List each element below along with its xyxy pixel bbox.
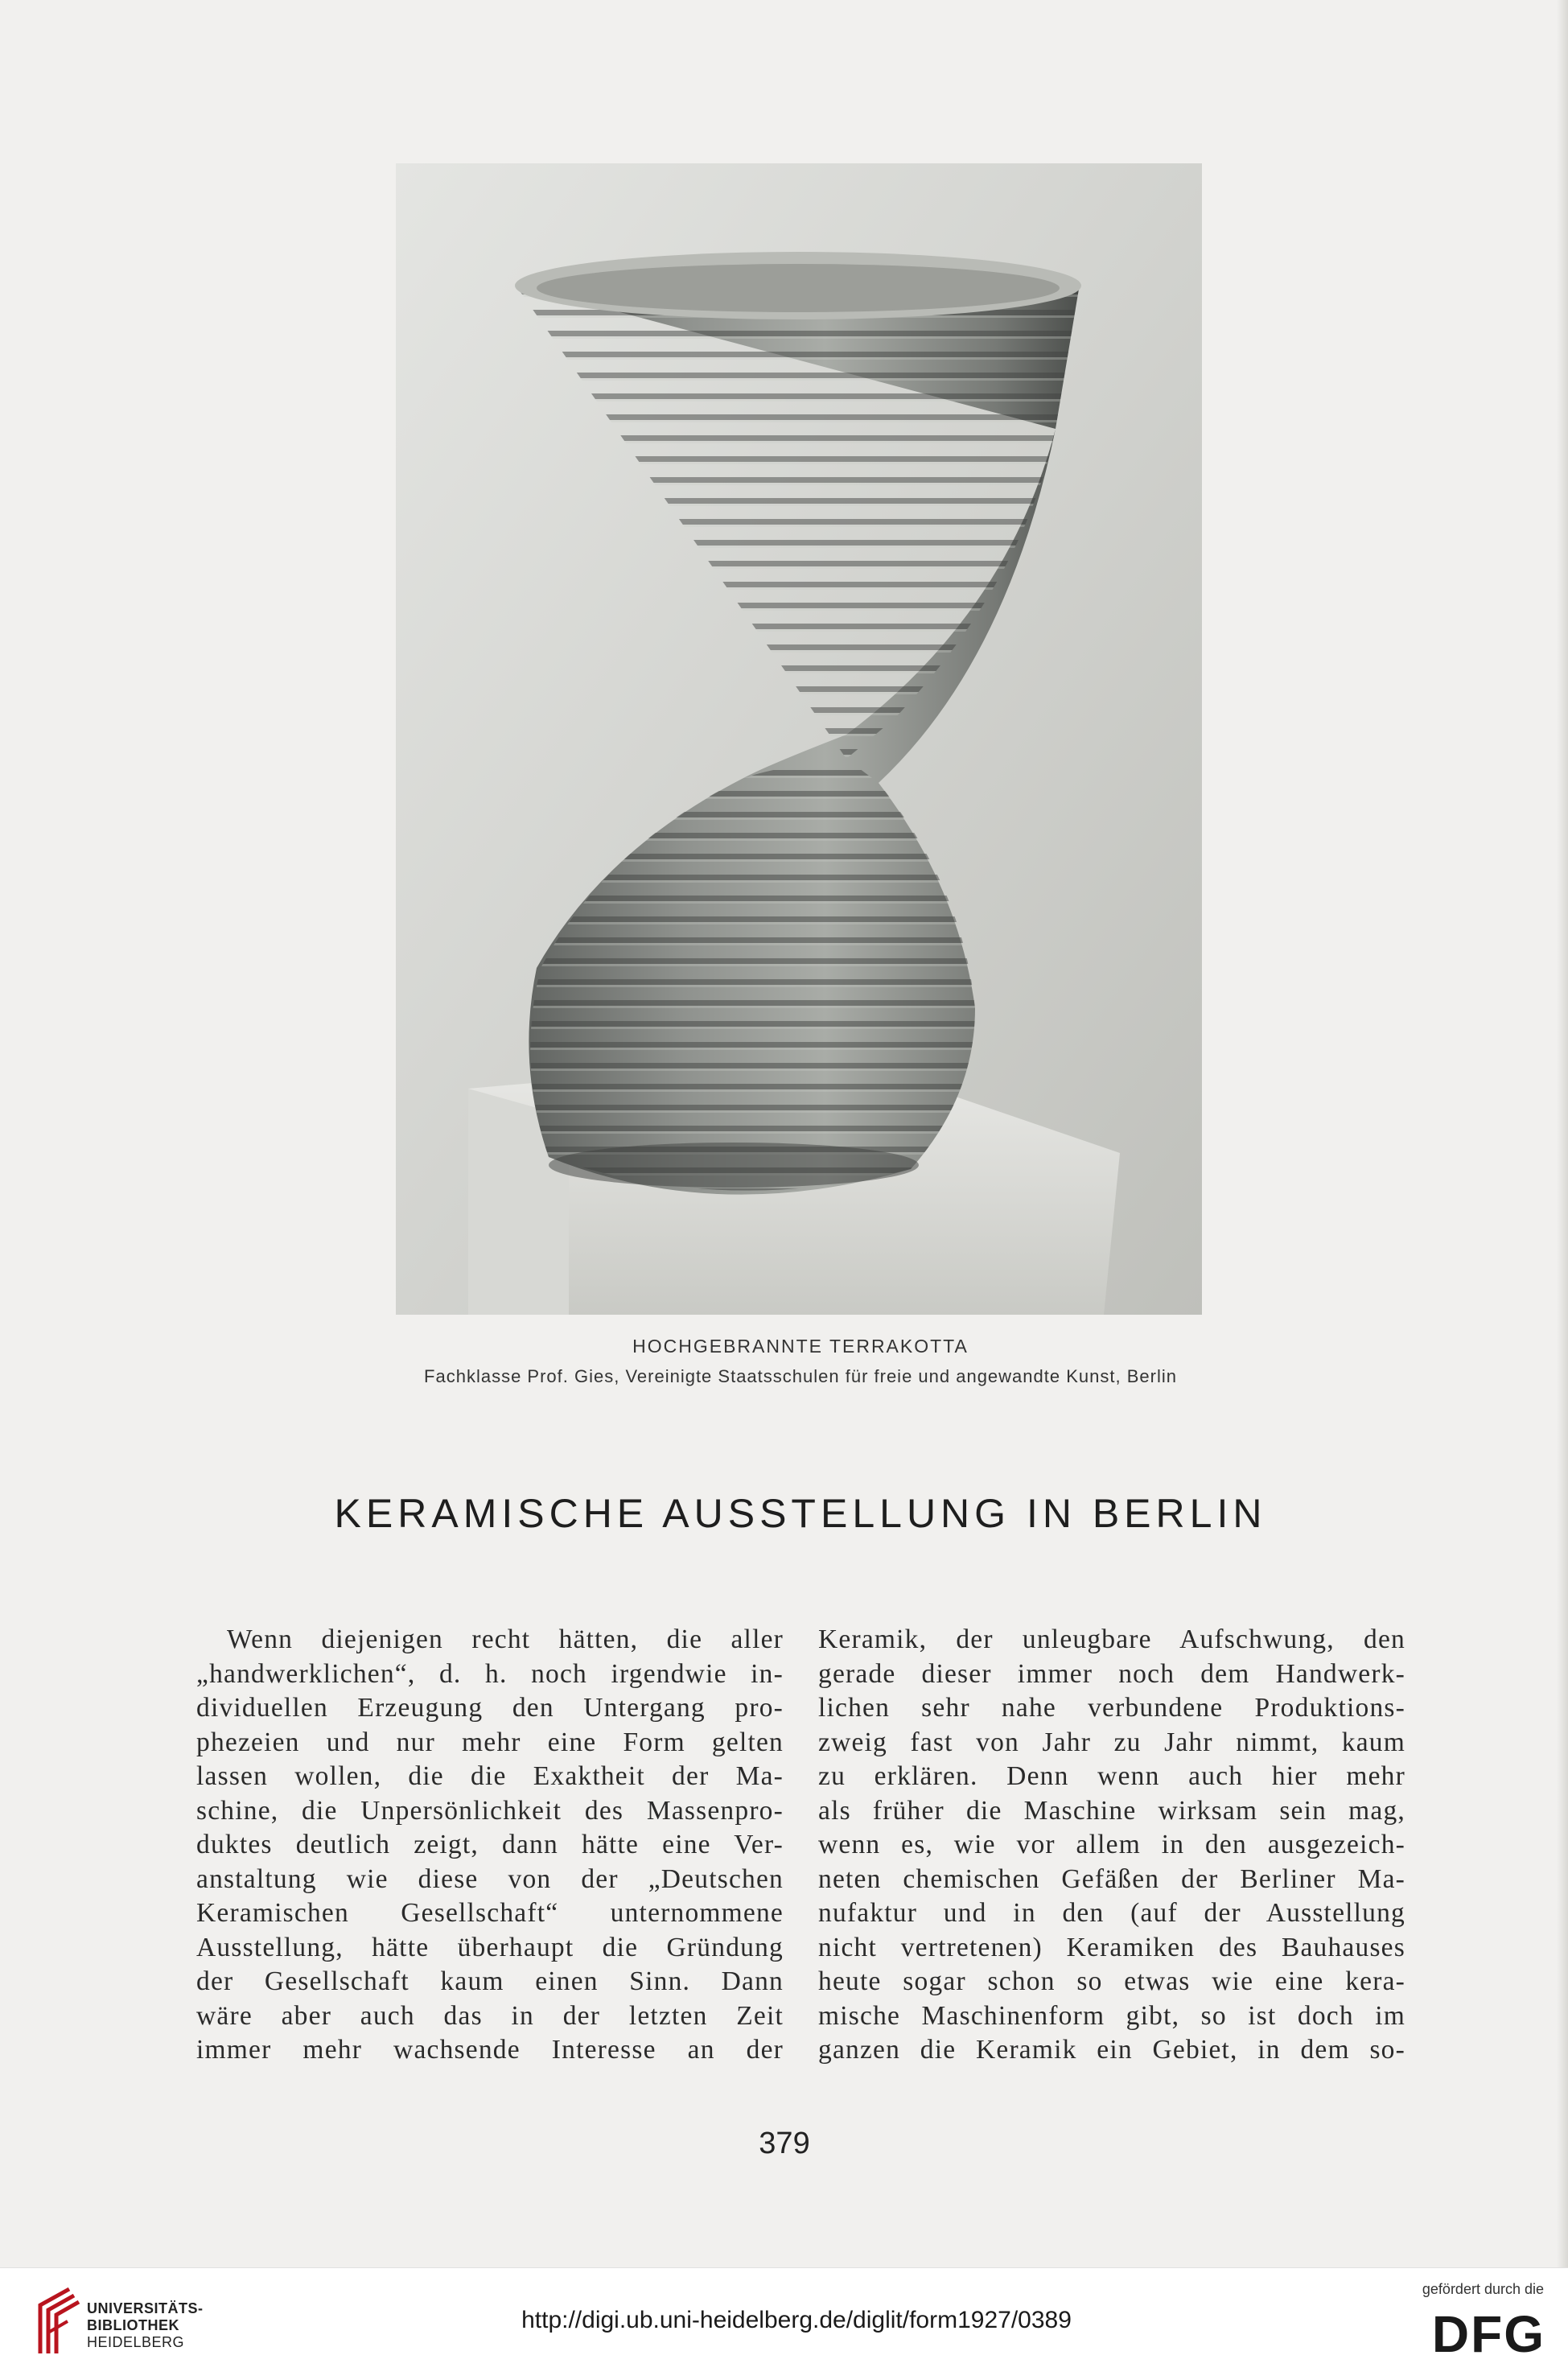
- text-line: nicht vertretenen) Keramiken des Bauhauses: [818, 1932, 1405, 1962]
- library-name-line: HEIDELBERG: [87, 2334, 185, 2350]
- terracotta-vase-photo: [396, 163, 1202, 1315]
- library-name-line: BIBLIOTHEK: [87, 2317, 179, 2333]
- photo-caption-title: HOCHGEBRANNTE TERRAKOTTA: [632, 1336, 969, 1357]
- funded-by-label: gefördert durch die: [1422, 2281, 1544, 2297]
- text-line: mische Maschinenform gibt, so ist doch im: [818, 2000, 1405, 2031]
- text-line: phezeien und nur mehr eine Form gelten: [196, 1727, 784, 1757]
- text-line: Keramik, der unleugbare Aufschwung, den: [818, 1624, 1405, 1654]
- text-line: anstaltung wie diese von der „Deutschen: [196, 1863, 784, 1894]
- text-line: Wenn diejenigen recht hätten, die aller: [227, 1624, 784, 1654]
- right-text-column: [818, 1623, 1405, 2068]
- article-title: KERAMISCHE AUSSTELLUNG IN BERLIN: [334, 1491, 1267, 1536]
- text-line: als früher die Maschine wirksam sein mag,: [818, 1795, 1405, 1826]
- page-number: 379: [759, 2127, 810, 2160]
- text-line: neten chemischen Gefäßen der Berliner Ma-: [818, 1863, 1405, 1894]
- text-line: duktes deutlich zeigt, dann hätte eine Ver-: [196, 1830, 784, 1859]
- library-name: [87, 2300, 204, 2351]
- text-line: heute sogar schon so etwas wie eine kera-: [818, 1966, 1405, 1996]
- text-line: Ausstellung, hätte überhaupt die Gründung: [196, 1932, 784, 1962]
- text-line: der Gesellschaft kaum einen Sinn. Dann: [196, 1966, 784, 1996]
- text-line: lichen sehr nahe verbundene Produktions-: [818, 1693, 1405, 1723]
- library-logo-icon[interactable]: [35, 2286, 80, 2359]
- text-line: lassen wollen, die die Exaktheit der Ma-: [196, 1761, 784, 1791]
- text-line: nufaktur und in den (auf der Ausstellung: [818, 1898, 1405, 1928]
- text-line: Keramischen Gesellschaft“ unternommene: [196, 1898, 784, 1928]
- left-text-column: [196, 1623, 784, 2068]
- permalink-url[interactable]: http://digi.ub.uni-heidelberg.de/diglit/form1927/0389: [521, 2307, 1072, 2333]
- text-line: schine, die Unpersönlichkeit des Massenpro-: [196, 1795, 784, 1826]
- text-line: gerade dieser immer noch dem Handwerk-: [818, 1658, 1405, 1689]
- text-line: zu erklären. Denn wenn auch hier mehr: [818, 1761, 1405, 1791]
- dfg-logo[interactable]: DFG: [1431, 2305, 1545, 2363]
- text-line: dividuellen Erzeugung den Untergang pro-: [196, 1693, 784, 1723]
- text-line: immer mehr wachsende Interesse an der: [196, 2035, 784, 2065]
- text-line: zweig fast von Jahr zu Jahr nimmt, kaum: [818, 1727, 1405, 1757]
- text-line: „handwerklichen“, d. h. noch irgendwie in-: [196, 1658, 784, 1689]
- text-line: wäre aber auch das in der letzten Zeit: [196, 2000, 784, 2031]
- photo-caption-subtitle: Fachklasse Prof. Gies, Vereinigte Staatsschulen für freie und angewandte Kunst, Berlin: [424, 1366, 1177, 1386]
- text-line: ganzen die Keramik ein Gebiet, in dem so-: [818, 2035, 1405, 2065]
- digitization-footer: [0, 2267, 1568, 2380]
- library-name-line: UNIVERSITÄTS-: [87, 2300, 204, 2316]
- page-edge: [1557, 0, 1568, 2379]
- text-line: wenn es, wie vor allem in den ausgezeich-: [818, 1830, 1405, 1859]
